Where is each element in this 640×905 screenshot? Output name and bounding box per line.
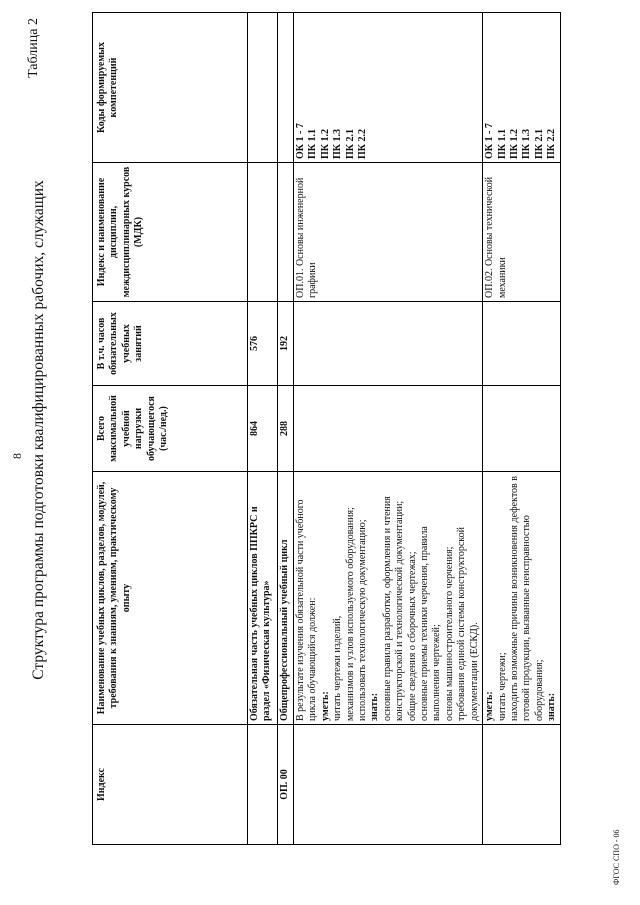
row1-knowledge-label: знать: xyxy=(369,692,381,721)
competency-code: ПК 1.2 xyxy=(508,128,520,159)
competency-code: ПК 2.1 xyxy=(344,128,356,159)
competency-code: ОК 1 - 7 xyxy=(295,123,306,159)
row1-discipline: ОП.01. Основы инженерной графики xyxy=(294,163,483,302)
list-item: основные правила разработки, оформления и чтения конструкторской и технологической документации; xyxy=(381,496,406,721)
row1-skills-label: уметь: xyxy=(319,691,331,721)
row2-max-load xyxy=(483,386,560,472)
total-discipline xyxy=(248,163,278,302)
cycle-discipline xyxy=(278,163,294,302)
header-name: Наименование учебных циклов, разделов, модулей, требования к знаниям, умениям, практическому опыту xyxy=(93,472,248,725)
list-item: читать чертежи; xyxy=(496,652,508,721)
total-name: Обязательная часть учебных циклов ППКРС и раздел «Физическая культура» xyxy=(248,472,278,725)
total-index xyxy=(248,725,278,845)
cycle-row xyxy=(278,13,294,845)
row1-competencies xyxy=(294,13,483,163)
table-row xyxy=(483,13,560,845)
competency-code: ПК 1.1 xyxy=(496,128,508,159)
total-mandatory: 576 xyxy=(248,302,278,386)
cycle-max-load: 288 xyxy=(278,386,294,472)
header-max-load: Всего максимальной учебной нагрузки обучающегося (час./нед.) xyxy=(93,386,248,472)
table-row xyxy=(294,13,483,845)
header-mandatory: В т.ч. часов обязательных учебных занятий xyxy=(93,302,248,386)
header-competencies: Коды формируемых компетенций xyxy=(93,13,248,163)
cycle-competencies xyxy=(278,13,294,163)
cycle-index: ОП. 00 xyxy=(278,725,294,845)
row2-index xyxy=(483,725,560,845)
cycle-name: Общепрофессиональный учебный цикл xyxy=(278,472,294,725)
competency-code: ПК 2.1 xyxy=(533,128,545,159)
header-index: Индекс xyxy=(93,725,248,845)
page-number: 8 xyxy=(10,453,24,459)
list-item: механизмов и узлов используемого оборудования; xyxy=(344,507,356,721)
list-item: читать чертежи изделий, xyxy=(332,615,344,721)
header-row xyxy=(93,13,248,845)
row2-requirements xyxy=(483,472,560,725)
document-title: Структура программы подготовки квалифицированных рабочих, служащих xyxy=(30,180,47,680)
row1-index xyxy=(294,725,483,845)
curriculum-table xyxy=(92,12,561,845)
row2-discipline: ОП.02. Основы технической механики xyxy=(483,163,560,302)
row2-competencies xyxy=(483,13,560,163)
competency-code: ПК 1.3 xyxy=(521,128,533,159)
list-item: основы машиностроительного черчения; xyxy=(443,546,455,721)
competency-code: ПК 2.2 xyxy=(357,128,369,159)
footer-code: ФГОС СПО - 06 xyxy=(612,829,621,885)
list-item: общие сведения о сборочных чертежах; xyxy=(406,551,418,721)
row1-requirements xyxy=(294,472,483,725)
competency-code: ПК 1.1 xyxy=(307,128,319,159)
row2-skills-label: уметь: xyxy=(484,691,496,721)
cycle-mandatory: 192 xyxy=(278,302,294,386)
competency-code: ОК 1 - 7 xyxy=(484,123,496,159)
total-row xyxy=(248,13,278,845)
row1-mandatory xyxy=(294,302,483,386)
table-label: Таблица 2 xyxy=(26,18,41,78)
total-max-load: 864 xyxy=(248,386,278,472)
list-item: находить возможные причины возникновения дефектов в готовой продукции, вызванные неисправностью оборудования; xyxy=(508,476,545,721)
competency-code: ПК 2.2 xyxy=(546,128,558,159)
row2-knowledge-label: знать: xyxy=(546,692,558,721)
competency-code: ПК 1.2 xyxy=(319,128,331,159)
header-discipline: Индекс и наименование дисциплин, междисциплинарных курсов (МДК) xyxy=(93,163,248,302)
list-item: основные приемы техники черчения, правила выполнения чертежей; xyxy=(419,526,443,721)
row2-mandatory xyxy=(483,302,560,386)
list-item: требования единой системы конструкторской документации (ЕСКД). xyxy=(456,527,480,721)
list-item: использовать технологическую документацию; xyxy=(357,519,369,721)
row1-max-load xyxy=(294,386,483,472)
competency-code: ПК 1.3 xyxy=(332,128,344,159)
row1-intro: В результате изучения обязательной части учебного цикла обучающийся должен: xyxy=(295,499,319,721)
total-competencies xyxy=(248,13,278,163)
